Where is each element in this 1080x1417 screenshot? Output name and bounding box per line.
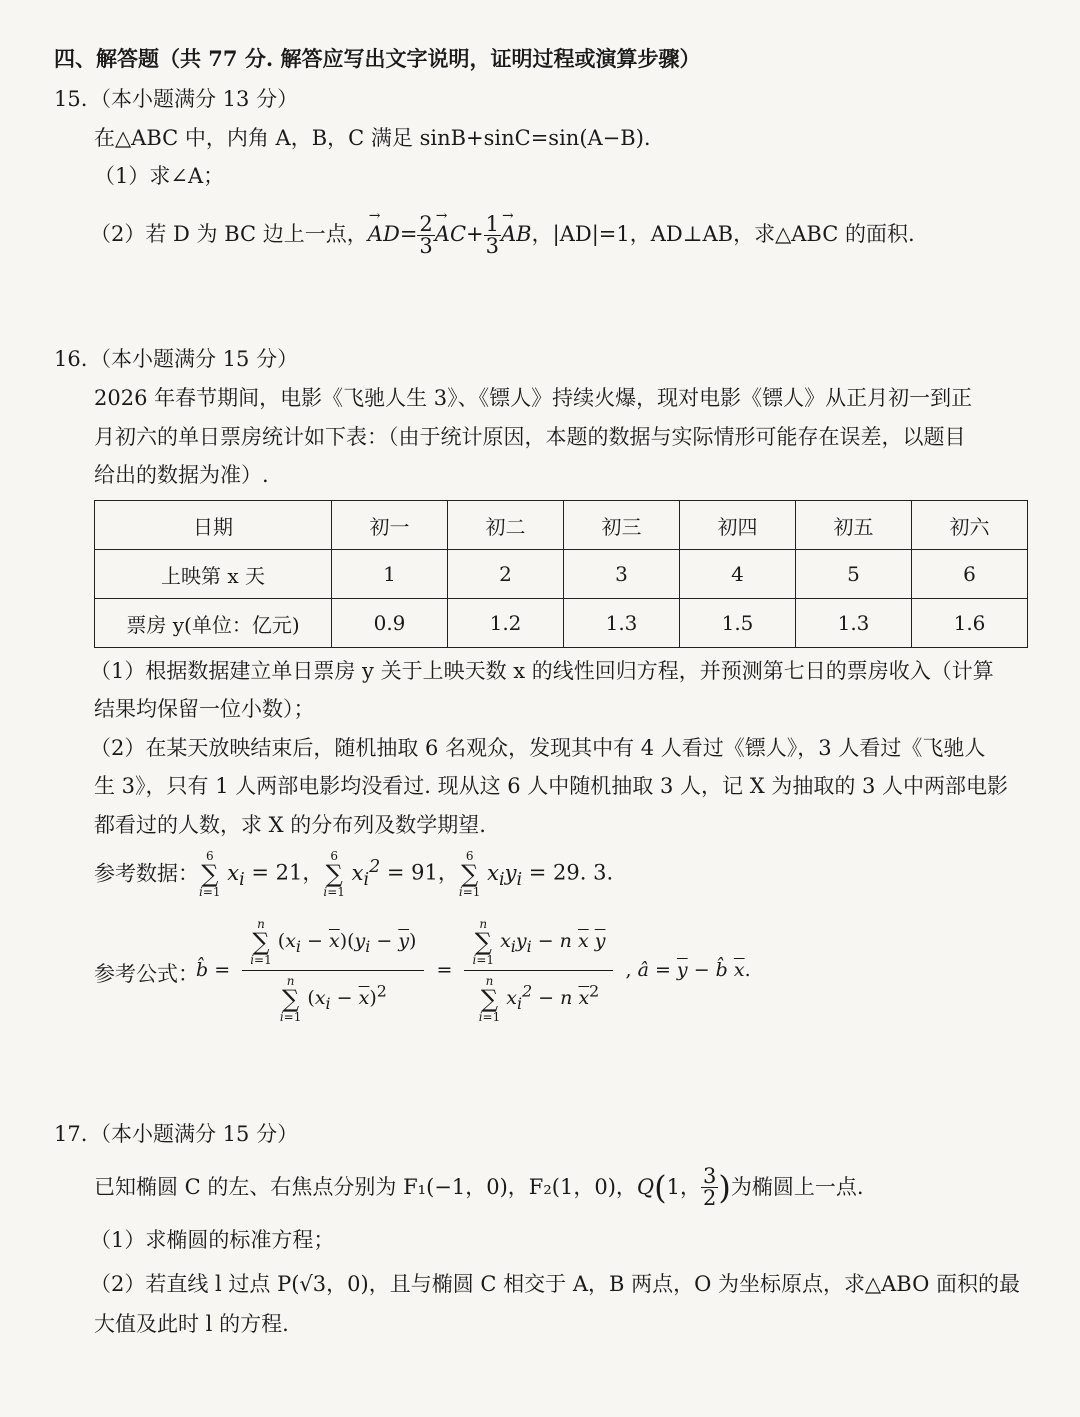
q15-stem: 在△ABC 中，内角 A，B，C 满足 sinB+sinC=sin(A−B).	[94, 126, 651, 150]
table-cell: 1.6	[912, 599, 1028, 648]
q15-part1: （1）求∠A；	[94, 164, 225, 188]
table-cell: 1.3	[564, 599, 680, 648]
table-row	[95, 599, 1028, 648]
q16-part2-line2: 生 3》，只有 1 人两部电影均没看过. 现从这 6 人中随机抽取 3 人，记 X 为抽取的 3 人中两部电影	[94, 774, 1009, 798]
q15-vector-equation: → AD= $\frac{2}{3}$ → AC+ $\frac{1}{3}$ → AB	[368, 222, 532, 246]
q16-part1-line1: （1）根据数据建立单日票房 y 关于上映天数 x 的线性回归方程，并预测第七日的票房收入（计算	[90, 659, 994, 683]
q16-stem-line3: 给出的数据为准）.	[94, 463, 269, 487]
q15-part2	[90, 214, 915, 257]
table-cell: 初六	[912, 501, 1028, 550]
table-cell: 初一	[332, 501, 448, 550]
table-cell: 5	[796, 550, 912, 599]
q15-score: （本小题满分 13 分）	[90, 87, 299, 111]
q16-number: 16.	[54, 347, 88, 371]
table-cell: 4	[680, 550, 796, 599]
sum-symbol: 6 ∑ i=1	[458, 849, 481, 899]
q16-stem-line1: 2026 年春节期间，电影《飞驰人生 3》、《镖人》持续火爆，现对电影《镖人》从正月初一到正	[94, 386, 973, 410]
section-header: 四、解答题（共 77 分. 解答应写出文字说明，证明过程或演算步骤）	[54, 46, 701, 71]
fraction-3-2: $\frac{3}{2}$	[702, 1164, 717, 1210]
table-cell: 日期	[95, 501, 332, 550]
q16-part2-line1: （2）在某天放映结束后，随机抽取 6 名观众，发现其中有 4 人看过《镖人》，3 人看过《飞驰人	[90, 736, 986, 760]
a-hat: , â = $\overline{y}$ − b̂ $\overline{x}$.	[625, 959, 751, 982]
formula-fraction-1: n ∑ i=1 $(x_i - \overline{x})(y_i - \overline{y})$ n ∑ i=1 $(x_i - \overline{x})^2$	[242, 918, 424, 1023]
formula-fraction-2: n ∑ i=1 $x_iy_i - n$ $\overline{x}$ $\overline{y}$ n ∑ i=1 $x_i^2 - n$ $\overline{x}^2$	[464, 918, 613, 1023]
table-row	[95, 550, 1028, 599]
q17-part1: （1）求椭圆的标准方程；	[90, 1228, 335, 1252]
q16-stem-line2: 月初六的单日票房统计如下表：（由于统计原因，本题的数据与实际情形可能存在误差，以题目	[94, 425, 966, 449]
q17-stem-a: 已知椭圆 C 的左、右焦点分别为 F₁(−1，0)，F₂(1，0)，	[94, 1174, 637, 1199]
q17-stem-b: 为椭圆上一点.	[730, 1174, 864, 1199]
q17-part2-line2: 大值及此时 l 的方程.	[94, 1312, 289, 1336]
table-cell: 1.5	[680, 599, 796, 648]
table-cell: 1.3	[796, 599, 912, 648]
q17-part2-line1: （2）若直线 l 过点 P(√3，0)，且与椭圆 C 相交于 A，B 两点，O 为坐标原点，求△ABO 面积的最	[90, 1272, 1021, 1296]
table-row	[95, 501, 1028, 550]
table-cell: 1.2	[448, 599, 564, 648]
q15-part2-prefix: （2）若 D 为 BC 边上一点，	[90, 222, 368, 246]
ref-data-value: = 29. 3.	[528, 860, 614, 885]
q17-stem: 已知椭圆 C 的左、右焦点分别为 F₁(−1，0)，F₂(1，0)，Q(1， $\frac{3}{2}$ )为椭圆上一点.	[94, 1164, 864, 1210]
q16-part2-line3: 都看过的人数，求 X 的分布列及数学期望.	[94, 813, 486, 837]
table-cell: 6	[912, 550, 1028, 599]
ref-data-value: = 21，	[251, 860, 324, 885]
table-cell: 初五	[796, 501, 912, 550]
ref-data-value: = 91，	[386, 860, 459, 885]
sum-symbol: 6 ∑ i=1	[199, 849, 221, 899]
sum-symbol: 6 ∑ i=1	[323, 849, 345, 899]
regression-formula: b̂ = n ∑ i=1 $(x_i - \overline{x})(y_i - \overline{y})$ n ∑ i=1 $(x_i - \overline{x})^2$ = n ∑ i=1 $x_iy_i - n$ $\overline{x}$ $\overline{y}$ n ∑ i=1 $x_i^2 - n$ $\overline{x}^2$ , â = $\overline{y}$ − b̂ $\overline{x}$.	[196, 917, 751, 1024]
table-cell: 初四	[680, 501, 796, 550]
ref-data-label: 参考数据：	[94, 861, 199, 886]
table-cell: 2	[448, 550, 564, 599]
table-cell: 3	[564, 550, 680, 599]
q16-part1-line2: 结果均保留一位小数）；	[94, 697, 315, 721]
table-cell: 1	[332, 550, 448, 599]
q15-part2-suffix: ，|AD|=1，AD⊥AB，求△ABC 的面积.	[531, 222, 915, 246]
q15-number: 15.	[54, 87, 88, 111]
q17-score: （本小题满分 15 分）	[90, 1122, 299, 1146]
box-office-table	[94, 500, 1028, 648]
q16-reference-data: 参考数据：6 ∑ i=1 $x_i = 21$，6 ∑ i=1 $x_i^2 = 91$，6 ∑ i=1 $x_iy_i = 29$. 3.	[94, 849, 614, 899]
q17-number: 17.	[54, 1122, 88, 1146]
table-cell: 初三	[564, 501, 680, 550]
b-hat: b̂ =	[196, 959, 231, 982]
table-cell: 初二	[448, 501, 564, 550]
q16-score: （本小题满分 15 分）	[90, 347, 299, 371]
table-cell: 票房 y(单位：亿元)	[95, 599, 332, 648]
table-cell: 0.9	[332, 599, 448, 648]
table-cell: 上映第 x 天	[95, 550, 332, 599]
ref-formula-label: 参考公式：	[94, 962, 199, 986]
